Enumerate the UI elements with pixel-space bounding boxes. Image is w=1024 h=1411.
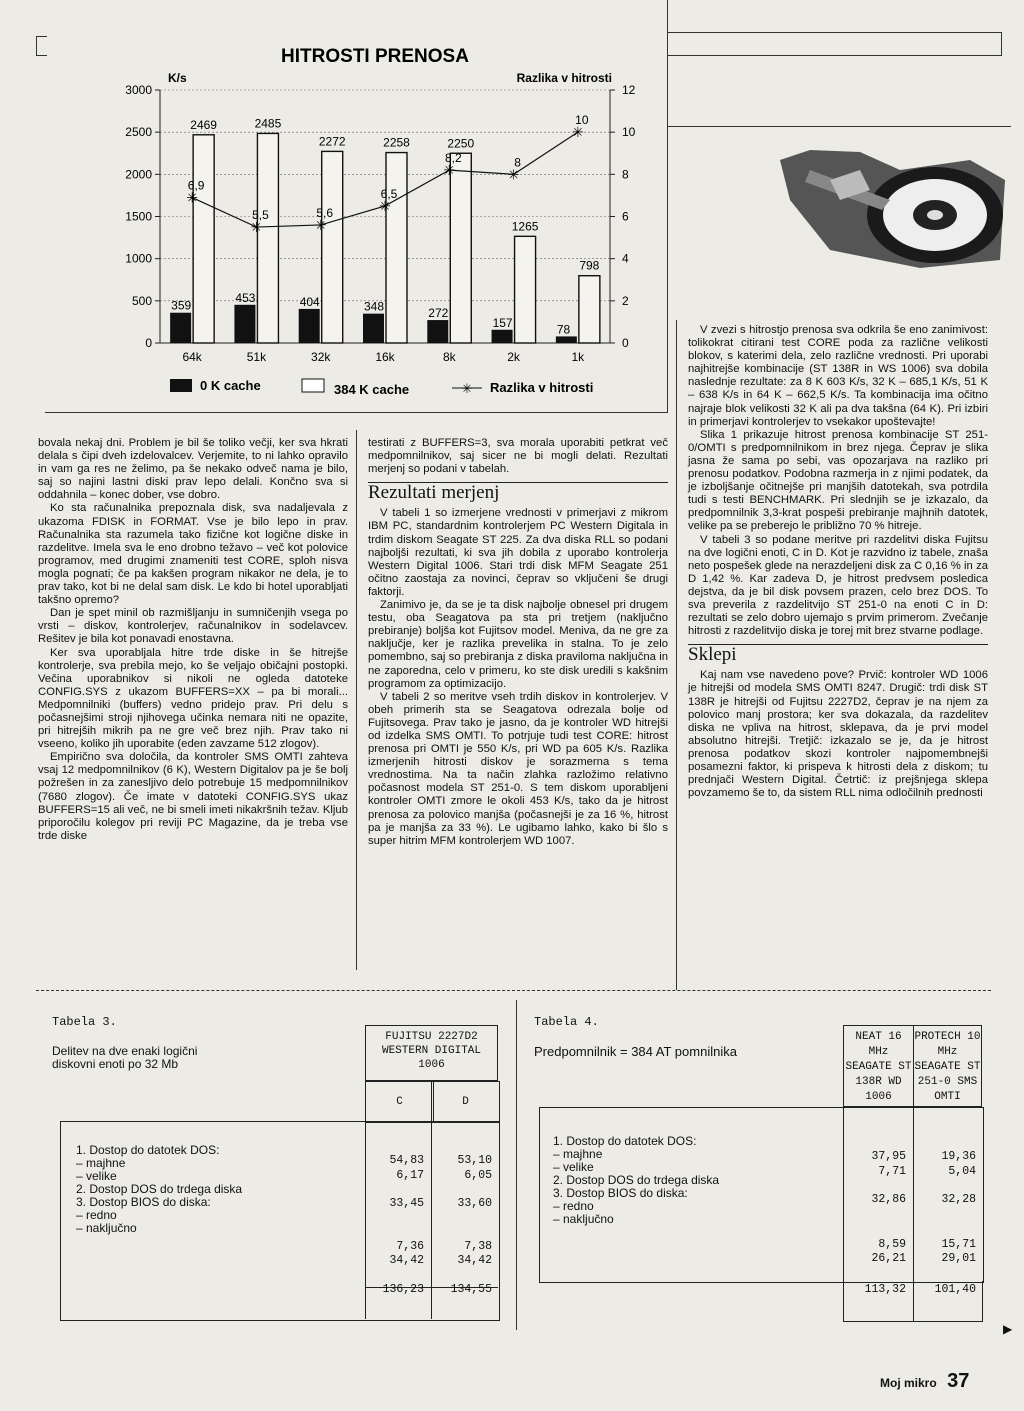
right-frame-line-2	[667, 126, 1011, 127]
cell-value: 53,10	[457, 1154, 492, 1167]
bar-label-0k: 157	[492, 315, 513, 330]
legend-swatch-384k	[302, 379, 324, 392]
line-point-marker: ✳	[314, 216, 327, 233]
bar-label-0k: 359	[171, 298, 192, 313]
page-footer	[880, 1370, 969, 1393]
paragraph: Ker sva uporabljala hitre trde diske in še hitrejše kontrolerje, sva prebila mejo, ko še veljajo običajni postopki. Večina uporabnikov si nikoli ne ogleda datoteke CONFIG.SYS z ukazom BUFFERS=XX – pa bi morali... Medpomnilniki (buffers) vedno pridejo prav. Pri delu s počasnejšimi stroji njihovega učinka nemara niti ne opazite, pri hitrejših mikrih pa ne gre več brez njih. Prav tako ni vseeno, koliko jih uporabite (eden zavzame 512 zlogov).	[38, 646, 348, 751]
table3-col-d: D	[431, 1081, 500, 1123]
article-column-2	[368, 437, 668, 848]
bar-label-384k: 2469	[190, 117, 217, 132]
section-heading: Sklepi	[688, 644, 988, 661]
paragraph: V zvezi s hitrostjo prenosa sva odkrila še eno zanimivost: tolikokrat citirani test CORE poda za različne velikosti blokov, s katerimi dela, zelo različne vrednosti. Pri uporabi najhitrejše kombinacije (ST 138R in WS 1006) sva dobila naslednje rezultate: za 8 K 603 K/s, 32 K – 685,1 K/s, 51 K – 638 K/s in 64 K – 662,5 K/s. Ta kombinacija ima očitno najraje blok velikosti 32 K ali pa dva takšna (64 K). Pri izbiri in primerjavi kontrolerjev to vsekakor upoštevajte!	[688, 324, 988, 428]
bar-384k-cache	[450, 153, 471, 343]
y-tick-label: 1000	[125, 251, 152, 266]
table3-title: Tabela 3.	[52, 1015, 117, 1029]
cell-value: 7,71	[878, 1164, 906, 1178]
y-axis-label: K/s	[168, 71, 187, 85]
line-point-label: 5,5	[252, 208, 269, 223]
table4-header-1: NEAT 16 MHz SEAGATE ST 138R WD 1006	[843, 1025, 914, 1107]
row-label: 3. Dostop BIOS do diska:	[76, 1195, 211, 1209]
page-number: 37	[947, 1370, 970, 1392]
line-point-marker: ✳	[379, 197, 391, 214]
row-label: – naključno	[76, 1221, 137, 1235]
transfer-speed-chart	[90, 38, 660, 408]
bar-384k-cache	[579, 276, 600, 343]
bar-label-0k: 272	[428, 306, 449, 321]
legend-label-384k: 384 K cache	[334, 382, 410, 397]
bar-0k-cache	[299, 309, 320, 343]
y2-tick-label: 12	[622, 83, 636, 97]
x-tick-label: 16k	[375, 350, 395, 364]
cell-value: 113,32	[864, 1282, 906, 1296]
x-tick-label: 1k	[571, 350, 585, 364]
cell-value: 7,38	[464, 1239, 492, 1253]
table4-subtitle: Predpomnilnik = 384 AT pomnilnika	[534, 1044, 737, 1059]
bar-384k-cache	[515, 236, 536, 343]
line-point-marker: ✳	[250, 219, 263, 236]
bar-384k-cache	[322, 151, 343, 343]
bar-label-384k: 2250	[447, 136, 475, 151]
bar-0k-cache	[492, 330, 513, 343]
y2-tick-label: 0	[622, 336, 629, 350]
table4-header-2: PROTECH 10 MHz SEAGATE ST 251-0 SMS OMTI	[913, 1025, 982, 1107]
paragraph: Kaj nam vse navedeno pove? Prvič: kontroler WD 1006 je hitrejši od modela SMS OMTI 8247. Drugič: trdi disk ST 138R je hitrejši od Fujitsu 2227D2, čeprav je na njem za polovico manj prostora; ker sva dokazala, da razdelitev diska ne vpliva na hitrost, sklepava, da je prvi model absolutno hitrejši. Tretjič: izkazalo se je, da je hitrost prenosa podatkov skozi kontroler najpomembnejši posamezni faktor, ki prispeva k hitrosti dela z diskom; tu prednjači Western Digital. Četrtič: iz prejšnjega sklepa povzamemo še to, da sistem RLL nima odločilnih prednosti	[688, 669, 988, 800]
bar-label-384k: 2485	[254, 116, 282, 131]
cell-value: 5,04	[948, 1164, 976, 1178]
paragraph: Empirično sva določila, da kontroler SMS OMTI zahteva vsaj 12 medpomnilnikov (6 K), Western Digitalov pa je še bolj požrešen in za zanesljivo delo potrebuje 15 medpomnilnikov (7680 zlogov). Če imate v datoteki CONFIG.SYS ukaz BUFFERS=15 ali več, ne bi smeli imeti nikakršnih težav. Kljub priporočilu kolegov pri reviji PC Magazine, da je treba vse trde diske	[38, 751, 348, 842]
bar-384k-cache	[193, 135, 214, 343]
bar-384k-cache	[257, 133, 278, 343]
cell-value: 19,36	[941, 1150, 976, 1163]
y-tick-label: 2500	[125, 125, 152, 140]
cell-value: 33,45	[389, 1197, 424, 1210]
y2-axis-label: Razlika v hitrosti	[516, 71, 612, 85]
table3-subtitle: Delitev na dve enaki logični diskovni enoti po 32 Mb	[52, 1044, 198, 1071]
cell-value: 101,40	[934, 1282, 976, 1296]
cell-value: 37,95	[871, 1150, 906, 1163]
cell-value: 6,17	[396, 1168, 424, 1182]
tables-vertical-divider	[516, 1000, 517, 1330]
bar-label-0k: 78	[556, 322, 571, 337]
line-point-label: 8	[514, 155, 521, 170]
bar-label-0k: 453	[235, 290, 256, 305]
line-point-label: 6,9	[187, 178, 205, 193]
paragraph: V tabeli 3 so podane meritve pri razdelitvi diska Fujitsu na dve logični enoti, C in D. Kot je razvidno iz tabele, znaša neto pospešek glede na nerazdeljeni disk za C 0,16 % in za D 1,42 %. Kar zadeva D, je hitrost predvsem posledica dejstva, da je bil disk povsem prazen, celo brez DOS. To sva preverila z razdelitvijo ST 251-0 na enoti C in D: rezultati se zelo dobro ujemajo s prvim primerom. Zvečanje hitrosti z razdelitvijo diska je torej mit brez stvarne podlage.	[688, 533, 988, 638]
table4-title: Tabela 4.	[534, 1015, 599, 1029]
chart-legend	[170, 378, 593, 397]
bar-0k-cache	[427, 320, 448, 343]
bar-label-0k: 404	[299, 294, 320, 309]
y-tick-label: 3000	[125, 83, 152, 97]
y-tick-label: 1500	[125, 209, 152, 224]
line-point-marker: ✳	[443, 162, 456, 179]
table3-d-values	[432, 1154, 492, 1297]
row-label: 2. Dostop DOS do trdega diska	[553, 1173, 720, 1187]
cell-value: 32,28	[941, 1193, 976, 1206]
article-column-3	[688, 324, 988, 800]
x-tick-label: 2k	[507, 350, 520, 364]
bar-label-384k: 1265	[511, 219, 539, 234]
cell-value: 136,23	[382, 1282, 424, 1296]
row-label: 3. Dostop BIOS do diska:	[553, 1186, 688, 1200]
y2-tick-label: 10	[622, 125, 636, 140]
y-tick-label: 0	[145, 336, 152, 350]
table3-row-labels	[76, 1144, 242, 1235]
line-point-label: 8,2	[444, 151, 462, 166]
bar-label-0k: 348	[364, 299, 385, 314]
paragraph: Ko sta računalnika prepoznala disk, sva nadaljevala z ukazoma FDISK in FORMAT. Vse je bilo lepo in prav. Računalnika sta razumela tako fizične kot logične diske in razdelitve. Imela sva le eno drobno težavo – več kot polovice programov, med drugimi znameniti test CORE, sploh nisva mogla pognati; če pa kakšen program nikakor ne dela, je to prav tako, kot bi ne delal sam disk. Le kdo bi hotel uporabljati takšno opremo?	[38, 502, 348, 607]
cell-value: 32,86	[871, 1193, 906, 1206]
cell-value: 29,01	[941, 1252, 976, 1265]
row-label: – naključno	[553, 1212, 614, 1226]
row-label: – velike	[553, 1160, 594, 1174]
y-tick-label: 500	[131, 293, 152, 308]
cell-value: 6,05	[464, 1168, 492, 1182]
article-column-1	[38, 437, 348, 843]
x-tick-label: 8k	[442, 350, 456, 364]
bar-label-384k: 798	[579, 258, 600, 273]
table4-v1-values	[844, 1150, 906, 1297]
cell-value: 26,21	[871, 1252, 906, 1265]
cell-value: 7,36	[396, 1239, 424, 1253]
legend-swatch-0k	[170, 379, 192, 392]
row-label: 1. Dostop do datotek DOS:	[553, 1134, 697, 1148]
table4-v2-values	[914, 1150, 976, 1297]
paragraph: Zanimivo je, da se je ta disk najbolje obnesel pri drugem testu, oba Seagatova pa sta pri tretjem (naključno prebiranje) boljša kot Fujitsov model. Meniva, da ne gre za naključje, ker je razlika prevelika in stalna. To je zelo pomembno, saj so prebiranja z diska praviloma naključna in ne zaporedna, celo v primeru, ko ste disk uredili s kakšnim programom za optimizacijo.	[368, 599, 668, 690]
line-point-label: 6,5	[380, 186, 398, 201]
row-label: – majhne	[553, 1147, 603, 1161]
paragraph: V tabeli 1 so izmerjene vrednosti v primerjavi z mikrom IBM PC, standardnim kontrolerjem PC Western Digitala in trdim diskom Seagate ST 225. Za dva diska RLL so podani najboljši rezultati, ki sva jih dobila z uporabo kontrolerja Western Digital 1006. Stari trdi disk MFM Seagate 251 očitno zaostaja za novinci, čeprav so vključeni še drugi faktorji.	[368, 507, 668, 598]
column-divider	[676, 320, 677, 990]
row-label: – velike	[76, 1169, 117, 1183]
y2-tick-label: 6	[622, 209, 629, 224]
bar-label-384k: 2272	[318, 134, 346, 149]
paragraph: testirati z BUFFERS=3, sva morala uporabiti petkrat več medpomnilnikov, saj sicer ne bi mogli delati. Rezultati merjenj so podani v tabelah.	[368, 437, 668, 476]
line-point-marker: ✳	[507, 166, 520, 183]
bar-label-384k: 2258	[383, 135, 410, 150]
row-label: – redno	[76, 1208, 117, 1222]
section-heading: Rezultati merjenj	[368, 482, 668, 499]
y2-tick-label: 2	[622, 293, 629, 308]
x-tick-label: 32k	[311, 350, 331, 364]
arrow-right-icon: ▶	[1003, 1322, 1013, 1336]
table3-col-c: C	[365, 1081, 434, 1123]
cell-value: 54,83	[389, 1154, 424, 1167]
bar-0k-cache	[170, 313, 191, 343]
column-divider	[356, 430, 357, 970]
legend-marker-difference: ✳	[461, 381, 473, 396]
cell-value: 15,71	[941, 1237, 976, 1251]
line-point-label: 5,6	[316, 205, 334, 220]
cell-value: 34,42	[389, 1254, 424, 1267]
cell-value: 134,55	[450, 1282, 492, 1296]
row-label: 2. Dostop DOS do trdega diska	[76, 1182, 243, 1196]
bar-0k-cache	[363, 314, 384, 343]
table4-row-labels	[553, 1135, 719, 1226]
hard-disk-photo	[770, 140, 1010, 275]
right-frame-line	[667, 32, 1002, 56]
y-tick-label: 2000	[125, 167, 152, 182]
bar-384k-cache	[386, 153, 407, 343]
line-point-label: 10	[575, 113, 589, 128]
cell-value: 34,42	[457, 1254, 492, 1267]
magazine-name: Moj mikro	[880, 1376, 937, 1390]
chart-title: HITROSTI PRENOSA	[281, 46, 469, 67]
row-label: – redno	[553, 1199, 594, 1213]
row-label: 1. Dostop do datotek DOS:	[76, 1143, 220, 1157]
tables-separator	[36, 990, 991, 991]
paragraph: Slika 1 prikazuje hitrost prenosa kombinacije ST 251-0/OMTI s predpomnilnikom in brez njega. Čeprav je slika jasna že sama po sebi, vas opozarjava na razliko pri prenosu podatkov. Podobna razmerja in z njimi podatek, da je izboljšanje očitnejše pri manjših datotekah, sva potrdila tudi s testi BENCHMARK. Pri slednjih se je izkazalo, da predpomnilnik 3,3-krat pospeši prebiranje majhnih datotek, velike pa se preberejo le približno 70 % hitreje.	[688, 428, 988, 533]
table3-header: FUJITSU 2227D2 WESTERN DIGITAL 1006	[365, 1025, 498, 1081]
cell-value: 8,59	[878, 1237, 906, 1251]
line-point-marker: ✳	[186, 189, 199, 206]
paragraph: Dan je spet minil ob razmišljanju in sumničenjih vsega po vrsti – diskov, kontrolerjev, računalnikov in sodelavcev. Rešitev je bila kot ponavadi enostavna.	[38, 607, 348, 646]
bar-0k-cache	[556, 336, 577, 343]
bar-0k-cache	[234, 305, 255, 343]
y2-tick-label: 8	[622, 167, 629, 182]
legend-label-difference: Razlika v hitrosti	[490, 380, 594, 395]
table3-c-values	[366, 1154, 424, 1297]
left-edge-mark	[36, 36, 47, 56]
line-point-marker: ✳	[571, 124, 584, 141]
paragraph: V tabeli 2 so meritve vseh trdih diskov in kontrolerjev. V obeh primerih sta se Seagatova odrezala bolje od Fujitsovega. Prav tako je jasno, da je kontroler WD hitrejši od izdelka SMS OMTI. To potrjuje tudi test CORE: hitrost prenosa pri OMTI je 550 K/s, pri WD pa 605 K/s. Razlika izmerjenih hitrosti diskov je sorazmerna s tema vrednostima. Na ta način zlahka razložimo relativno počasnost modela ST 251-0. S tem diskom uporabljeni kontroler OMTI zmore le okoli 453 K/s, tako da je hitrost prenosa za polovico manjša (počasnejši je za 16 %, hitrost pa je manjša za 33 %). Le ugibamo lahko, kako bi šlo s super hitrim MFM kontrolerjem WD 1007.	[368, 690, 668, 847]
legend-label-0k: 0 K cache	[200, 378, 261, 393]
cell-value: 33,60	[457, 1197, 492, 1210]
paragraph: bovala nekaj dni. Problem je bil še toliko večji, ker sva hkrati delala s čipi dveh izdelovalcev. Verjemite, to ni lahko opravilo in vam ga res ne želimo, pa še nekako odveč nama je bilo, saj so najini lastni diski prav lepo delali. Končno sva si oddahnila – konec dober, vse dobro.	[38, 437, 348, 502]
x-tick-label: 64k	[182, 350, 202, 364]
plot-area	[125, 83, 635, 364]
x-tick-label: 51k	[246, 350, 267, 364]
y2-tick-label: 4	[622, 251, 629, 266]
row-label: – majhne	[76, 1156, 126, 1170]
